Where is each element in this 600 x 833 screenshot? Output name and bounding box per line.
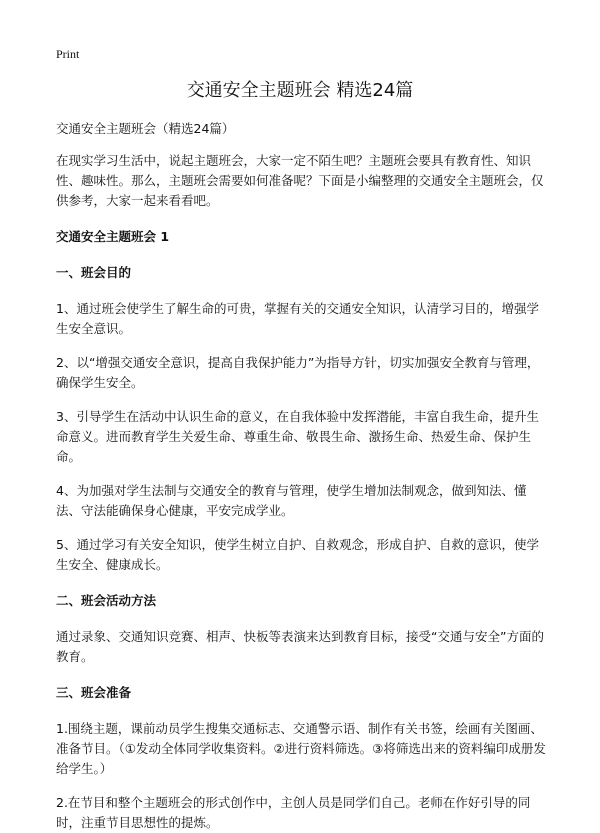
prep-item: 2.在节目和整个主题班会的形式创作中，主创人员是同学们自己。老师在作好引导的同时，注重节目思想性的提炼。 [56,795,531,830]
part-heading-prep: 三、班会准备 [56,685,132,700]
goal-item: 5、通过学习有关安全知识，使学生树立自护、自救观念，形成自护、自救的意识，使学生安全、健康成长。 [56,537,539,572]
part-heading-method: 二、班会活动方法 [56,593,157,608]
intro-paragraph: 在现实学习生活中，说起主题班会，大家一定不陌生吧？主题班会要具有教育性、知识性、趣味性。那么，主题班会需要如何准备呢？下面是小编整理的交通安全主题班会，仅供参考，大家一起来看看吧。 [56,153,544,208]
method-paragraph: 通过录象、交通知识竞赛、相声、快板等表演来达到教育目标，接受“交通与安全”方面的教育。 [56,629,544,664]
goal-item: 1、通过班会使学生了解生命的可贵，掌握有关的交通安全知识，认清学习目的，增强学生安全意识。 [56,301,539,336]
document-body [56,119,546,833]
part-heading-goals: 一、班会目的 [56,265,132,280]
goal-item: 4、为加强对学生法制与交通安全的教育与管理，使学生增加法制观念，做到知法、懂法、守法能确保身心健康，平安完成学业。 [56,483,527,518]
goal-item: 2、以“增强交通安全意识，提高自我保护能力”为指导方针，切实加强安全教育与管理，确保学生安全。 [56,355,540,390]
print-label: Print [56,47,80,61]
goal-item: 3、引导学生在活动中认识生命的意义，在自我体验中发挥潜能，丰富自我生命，提升生命意义。进而教育学生关爱生命、尊重生命、敬畏生命、激扬生命、热爱生命、保护生命。 [56,409,539,464]
subtitle: 交通安全主题班会（精选24篇） [56,121,235,136]
document-title: 交通安全主题班会 精选24篇 [186,80,414,101]
section-title: 交通安全主题班会 1 [56,229,170,244]
prep-item: 1.围绕主题，课前动员学生搜集交通标志、交通警示语、制作有关书签，绘画有关图画、准备节目。（①发动全体同学收集资料。②进行资料筛选。③将筛选出来的资料编印成册发给学生。） [56,721,546,776]
